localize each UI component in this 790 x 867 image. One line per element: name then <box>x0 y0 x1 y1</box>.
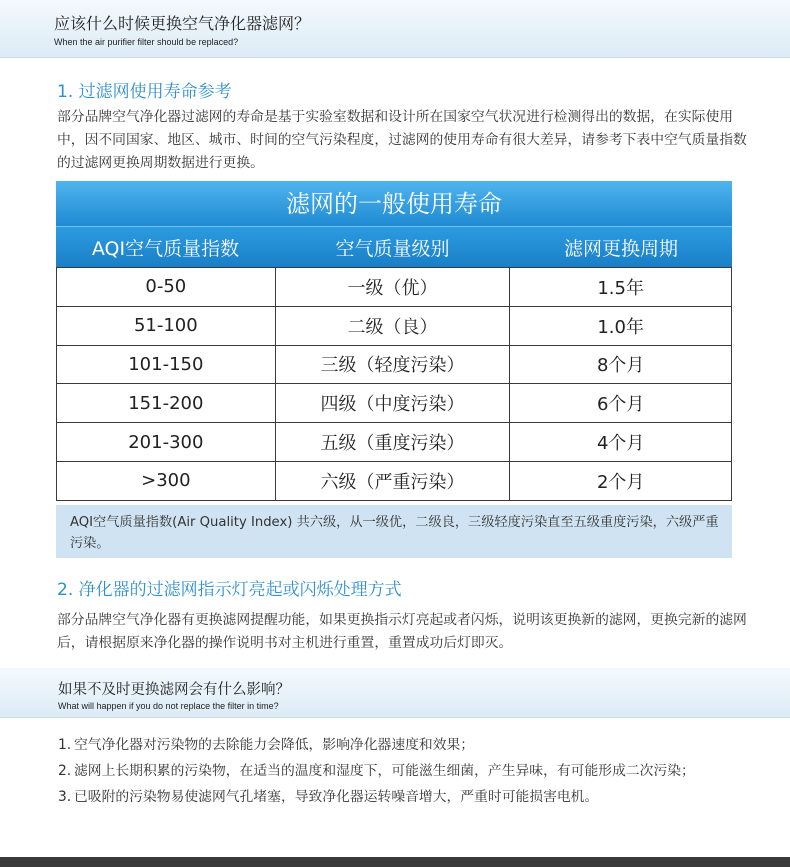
cell-period: 2个月 <box>510 461 732 500</box>
cell-aqi: 51-100 <box>57 306 276 345</box>
banner-subtitle: What will happen if you do not replace the filter in time? <box>58 701 279 711</box>
cell-period: 1.5年 <box>510 268 732 307</box>
cell-level: 二级（良） <box>275 306 510 345</box>
banner-title: 如果不及时更换滤网会有什么影响？ <box>58 682 290 698</box>
section-title-filter-life: 1. 过滤网使用寿命参考 <box>57 82 232 102</box>
section-paragraph-indicator-light: 部分品牌空气净化器有更换滤网提醒功能，如果更换指示灯亮起或者闪烁，说明该更换新的滤网，更换完新的滤网后，请根据原来净化器的操作说明书对主机进行重置，重置成功后灯即灭。 <box>57 612 747 651</box>
list-item <box>58 734 748 757</box>
banner-subtitle: When the air purifier filter should be replaced? <box>54 37 239 47</box>
cell-level: 三级（轻度污染） <box>275 345 510 384</box>
list-item <box>58 760 748 783</box>
cell-level: 六级（严重污染） <box>275 461 510 500</box>
footer-bar <box>0 857 790 867</box>
list-item-text: 滤网上长期积累的污染物，在适当的温度和湿度下，可能滋生细菌，产生异味，有可能形成二次污染； <box>74 763 695 779</box>
cell-aqi: 101-150 <box>57 345 276 384</box>
column-header-period: 滤网更换周期 <box>563 237 678 260</box>
cell-level: 四级（中度污染） <box>275 384 510 423</box>
list-item <box>58 786 748 809</box>
header-banner <box>0 0 790 58</box>
list-item-number: 3. <box>58 789 72 805</box>
table-row <box>57 423 732 462</box>
list-item-number: 1. <box>58 737 72 753</box>
cell-period: 6个月 <box>510 384 732 423</box>
column-header-aqi: AQI空气质量指数 <box>91 237 240 260</box>
cell-period: 4个月 <box>510 423 732 462</box>
effects-list <box>58 734 748 812</box>
cell-aqi: 0-50 <box>57 268 276 307</box>
table-row <box>57 268 732 307</box>
column-header-level: 空气质量级别 <box>335 237 450 260</box>
table-row <box>57 345 732 384</box>
cell-level: 一级（优） <box>275 268 510 307</box>
table-header-row <box>56 227 732 267</box>
table-row <box>57 306 732 345</box>
table-row <box>57 384 732 423</box>
cell-period: 8个月 <box>510 345 732 384</box>
question-banner <box>0 668 790 718</box>
list-item-number: 2. <box>58 763 72 779</box>
section-title-indicator-light: 2. 净化器的过滤网指示灯亮起或闪烁处理方式 <box>57 580 402 600</box>
cell-period: 1.0年 <box>510 306 732 345</box>
table-body <box>56 267 732 501</box>
table-title: 滤网的一般使用寿命 <box>56 181 732 227</box>
table-row <box>57 461 732 500</box>
aqi-note: AQI空气质量指数(Air Quality Index) 共六级，从一级优，二级良，三级轻度污染直至五级重度污染，六级严重污染。 <box>56 505 732 558</box>
list-item-text: 已吸附的污染物易使滤网气孔堵塞，导致净化器运转噪音增大，严重时可能损害电机。 <box>74 789 599 805</box>
cell-aqi: 201-300 <box>57 423 276 462</box>
section-paragraph-filter-life: 部分品牌空气净化器过滤网的寿命是基于实验室数据和设计所在国家空气状况进行检测得出的数据，在实际使用中，因不同国家、地区、城市、时间的空气污染程度，过滤网的使用寿命有很大差异，请参考下表中空气质量指数的过滤网更换周期数据进行更换。 <box>57 109 747 171</box>
cell-aqi: >300 <box>57 461 276 500</box>
cell-level: 五级（重度污染） <box>275 423 510 462</box>
filter-life-table <box>56 181 732 501</box>
banner-title: 应该什么时候更换空气净化器滤网？ <box>54 14 311 33</box>
cell-aqi: 151-200 <box>57 384 276 423</box>
list-item-text: 空气净化器对污染物的去除能力会降低，影响净化器速度和效果； <box>74 737 475 753</box>
